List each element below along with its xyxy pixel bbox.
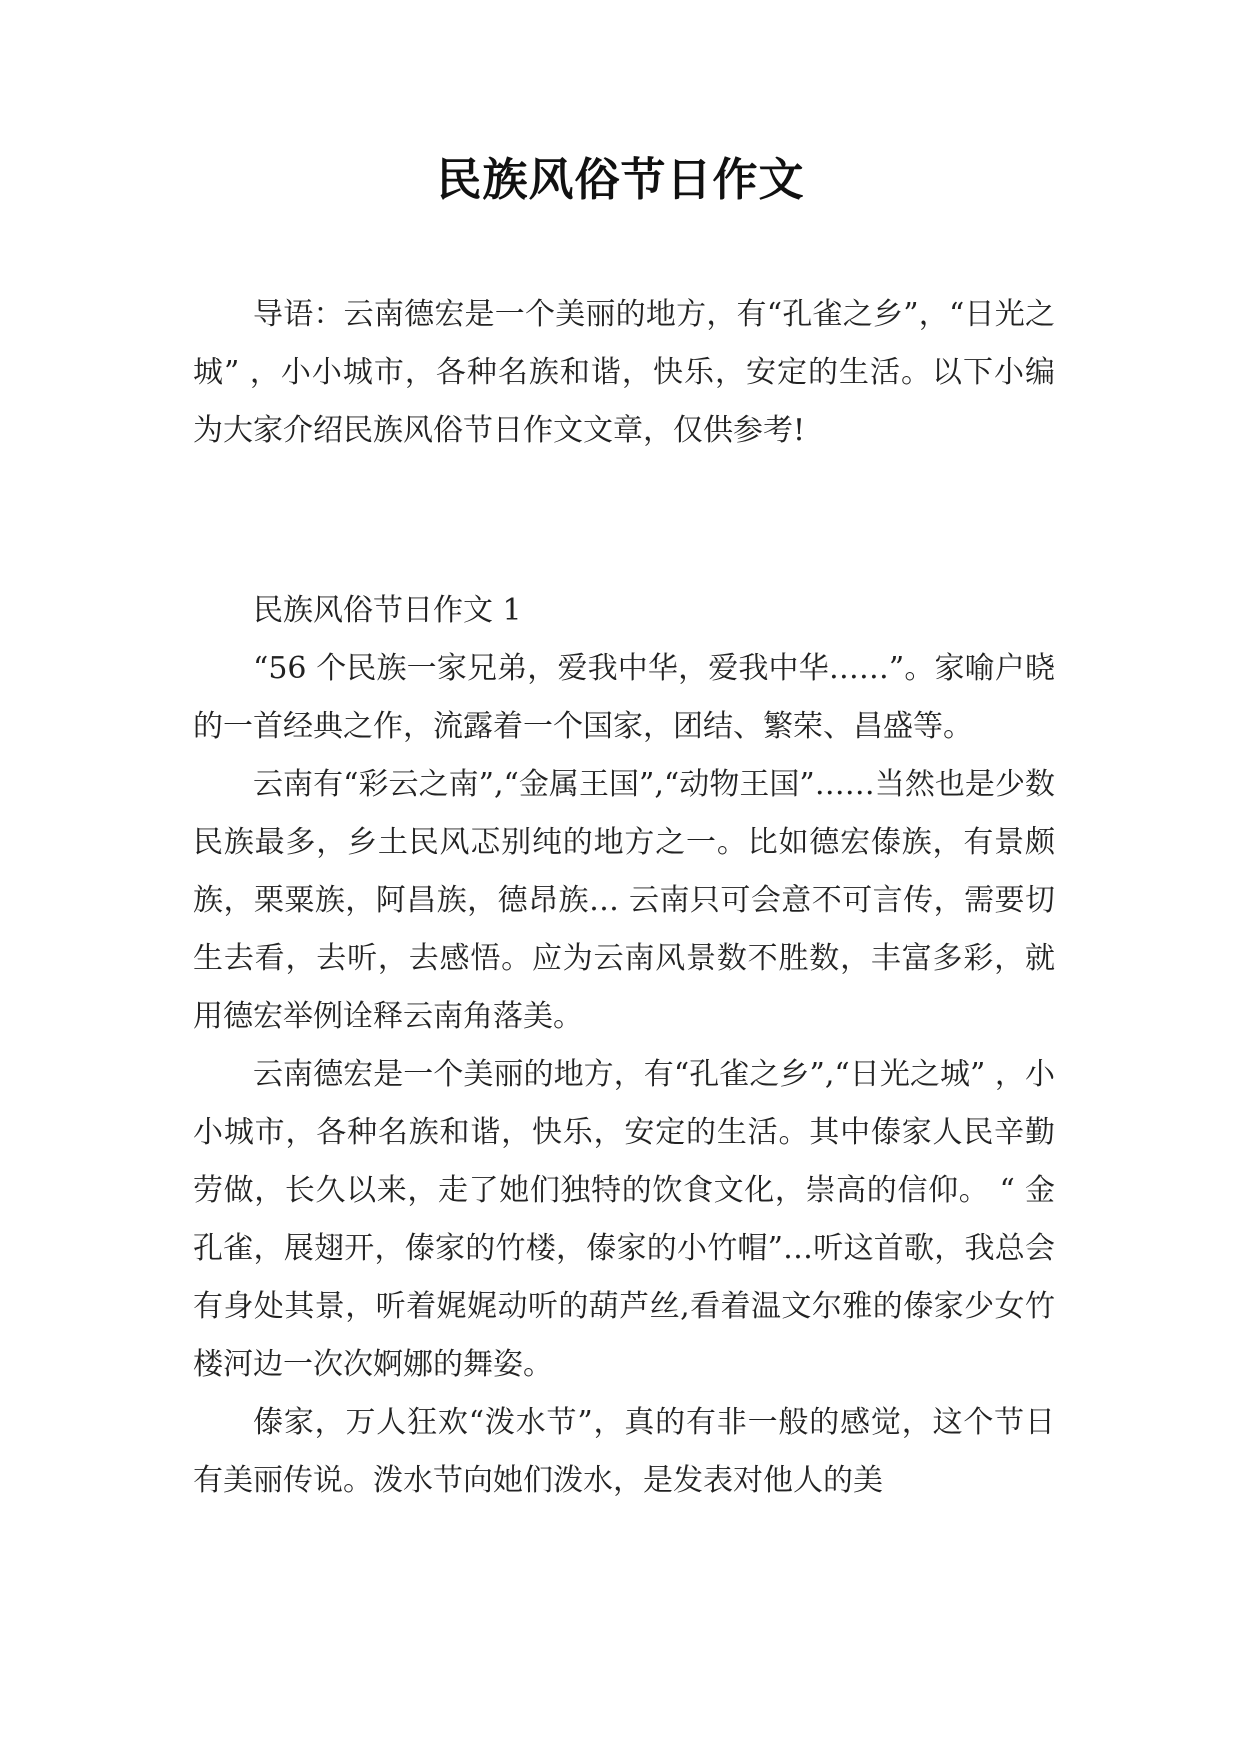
section-1 <box>193 582 1055 1510</box>
intro-paragraph <box>193 286 1055 460</box>
paragraph-1: “56 个民族一家兄弟，爱我中华，爱我中华……”。家喻户晓的一首经典之作，流露着一个国家，团结、繁荣、昌盛等。 <box>193 651 1055 744</box>
section-heading: 民族风俗节日作文 1 <box>253 593 522 628</box>
paragraph-3: 云南德宏是一个美丽的地方，有“孔雀之乡”,“日光之城” ，小小城市，各种名族和谐，快乐，安定的生活。其中傣家人民辛勤劳做，长久以来，走了她们独特的饮食文化，崇高的信仰。 “ 金孔雀，展翅开，傣家的竹楼，傣家的小竹帽”…听这首歌，我总会有身处其景，听着娓娓动听的葫芦丝,看着温文尔雅的傣家少女竹楼河边一次次婀娜的舞姿。 <box>193 1057 1055 1382</box>
document-title: 民族风俗节日作文 <box>436 153 805 206</box>
intro-text: 导语：云南德宏是一个美丽的地方，有“孔雀之乡”，“日光之城” ，小小城市，各种名族和谐，快乐，安定的生活。以下小编为大家介绍民族风俗节日作文文章，仅供参考! <box>193 297 1055 448</box>
paragraph-2: 云南有“彩云之南”,“金属王国”,“动物王国”……当然也是少数民族最多，乡土民风忑别纯的地方之一。比如德宏傣族，有景颇族，栗粟族，阿昌族，德昂族… 云南只可会意不可言传，需要切生去看，去听，去感悟。应为云南风景数不胜数，丰富多彩，就用德宏举例诠释云南角落美。 <box>193 767 1055 1034</box>
paragraph-4: 傣家，万人狂欢“泼水节”，真的有非一般的感觉，这个节日有美丽传说。泼水节向她们泼水，是发表对他人的美 <box>193 1405 1055 1498</box>
